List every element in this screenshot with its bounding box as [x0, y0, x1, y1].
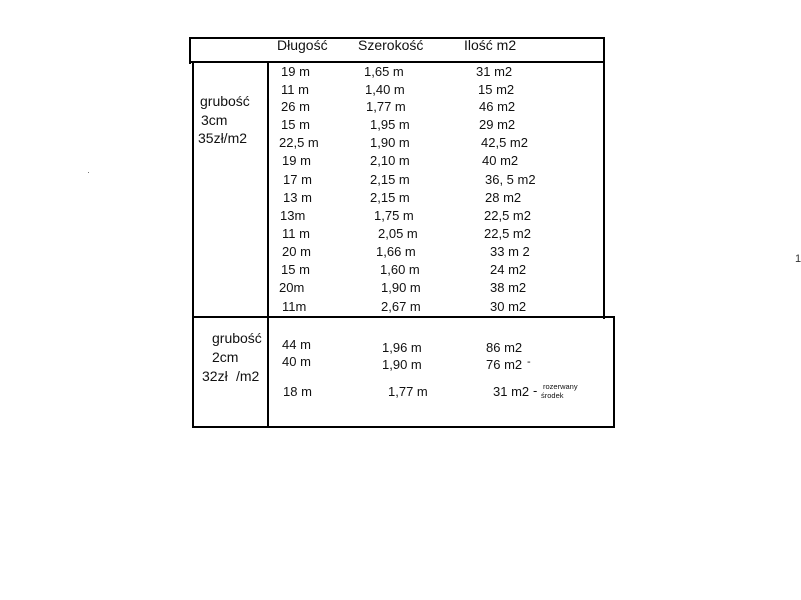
s1-row-11-length: 20 m	[282, 244, 311, 259]
s1-row-10-area: 22,5 m2	[484, 226, 531, 241]
s1-row-14-length: 11m	[282, 299, 307, 314]
s1-row-13-area: 38 m2	[490, 280, 527, 295]
s2-row-1-length: 44 m	[282, 337, 311, 352]
s1-row-2-length: 11 m	[281, 82, 309, 97]
table-bottom-border	[192, 426, 615, 428]
s2-row-2-area: 76 m2	[486, 357, 523, 372]
table-left-border-body	[192, 62, 194, 428]
s1-row-1-area: 31 m2	[476, 64, 513, 79]
s1-row-14-width: 2,67 m	[381, 299, 421, 314]
s1-row-11-area: 33 m 2	[490, 244, 530, 259]
s1-row-4-width: 1,95 m	[370, 117, 410, 132]
header-width: Szerokość	[358, 37, 424, 53]
section-divider	[192, 316, 615, 318]
s1-row-2-width: 1,40 m	[365, 82, 405, 97]
s1-row-5-width: 1,90 m	[370, 135, 410, 150]
s1-row-6-length: 19 m	[282, 153, 311, 168]
s1-row-7-width: 2,15 m	[370, 172, 410, 187]
s1-row-11-width: 1,66 m	[376, 244, 416, 259]
s2-row-1-area: 86 m2	[486, 340, 523, 355]
s1-row-6-width: 2,10 m	[370, 153, 410, 168]
s1-row-10-width: 2,05 m	[378, 226, 418, 241]
s1-row-8-length: 13 m	[283, 190, 312, 205]
s1-row-13-length: 20m	[279, 280, 305, 295]
s1-row-9-area: 22,5 m2	[484, 208, 531, 223]
header-length: Długość	[277, 37, 328, 53]
s1-row-14-area: 30 m2	[490, 299, 527, 314]
s1-row-4-area: 29 m2	[479, 117, 516, 132]
s2-row-2-length: 40 m	[282, 354, 311, 369]
s2-note-line-2: środek	[541, 391, 564, 400]
s1-row-4-length: 15 m	[281, 117, 310, 132]
s2-row-3-length: 18 m	[283, 384, 312, 399]
s1-row-9-width: 1,75 m	[374, 208, 414, 223]
s1-row-5-length: 22,5 m	[279, 135, 319, 150]
table-left-border	[189, 37, 191, 64]
section1-thickness-label: grubość	[200, 93, 250, 109]
s1-row-5-area: 42,5 m2	[481, 135, 528, 150]
section2-price: 32zł	[202, 368, 228, 384]
s1-row-3-width: 1,77 m	[366, 99, 406, 114]
s1-row-12-width: 1,60 m	[380, 262, 420, 277]
section1-price: 35zł/m2	[198, 130, 248, 146]
s1-row-12-length: 15 m	[281, 262, 310, 277]
table-right-border	[603, 37, 605, 319]
s1-row-8-width: 2,15 m	[370, 190, 410, 205]
s2-row-2-dash: -	[527, 356, 531, 368]
s1-row-7-area: 36, 5 m2	[485, 172, 536, 187]
s1-row-9-length: 13m	[280, 208, 306, 223]
s2-note-line-1: rozerwany	[543, 382, 578, 391]
s2-row-3-dash: -	[533, 383, 538, 398]
stray-dot	[88, 172, 89, 173]
s1-row-6-area: 40 m2	[482, 153, 519, 168]
table-right-border-lower	[613, 318, 615, 428]
section2-thickness-label: grubość	[212, 330, 262, 346]
section1-thickness-value: 3cm	[201, 112, 228, 128]
header-area: Ilość m2	[464, 37, 517, 53]
s1-row-3-length: 26 m	[281, 99, 310, 114]
s2-row-2-width: 1,90 m	[382, 357, 422, 372]
section2-price-unit: /m2	[236, 368, 260, 384]
s2-row-3-area: 31 m2	[493, 384, 530, 399]
section2-thickness-value: 2cm	[212, 349, 239, 365]
stray-mark: 1	[795, 253, 801, 265]
s1-row-10-length: 11 m	[282, 226, 310, 241]
s1-row-3-area: 46 m2	[479, 99, 516, 114]
s1-row-13-width: 1,90 m	[381, 280, 421, 295]
s1-row-12-area: 24 m2	[490, 262, 527, 277]
s1-row-8-area: 28 m2	[485, 190, 522, 205]
s1-row-7-length: 17 m	[283, 172, 312, 187]
header-bottom-border	[189, 61, 605, 63]
label-column-divider	[267, 62, 269, 428]
s2-row-3-width: 1,77 m	[388, 384, 428, 399]
s1-row-1-width: 1,65 m	[364, 64, 404, 79]
s2-row-1-width: 1,96 m	[382, 340, 422, 355]
s1-row-1-length: 19 m	[281, 64, 310, 79]
s1-row-2-area: 15 m2	[478, 82, 515, 97]
